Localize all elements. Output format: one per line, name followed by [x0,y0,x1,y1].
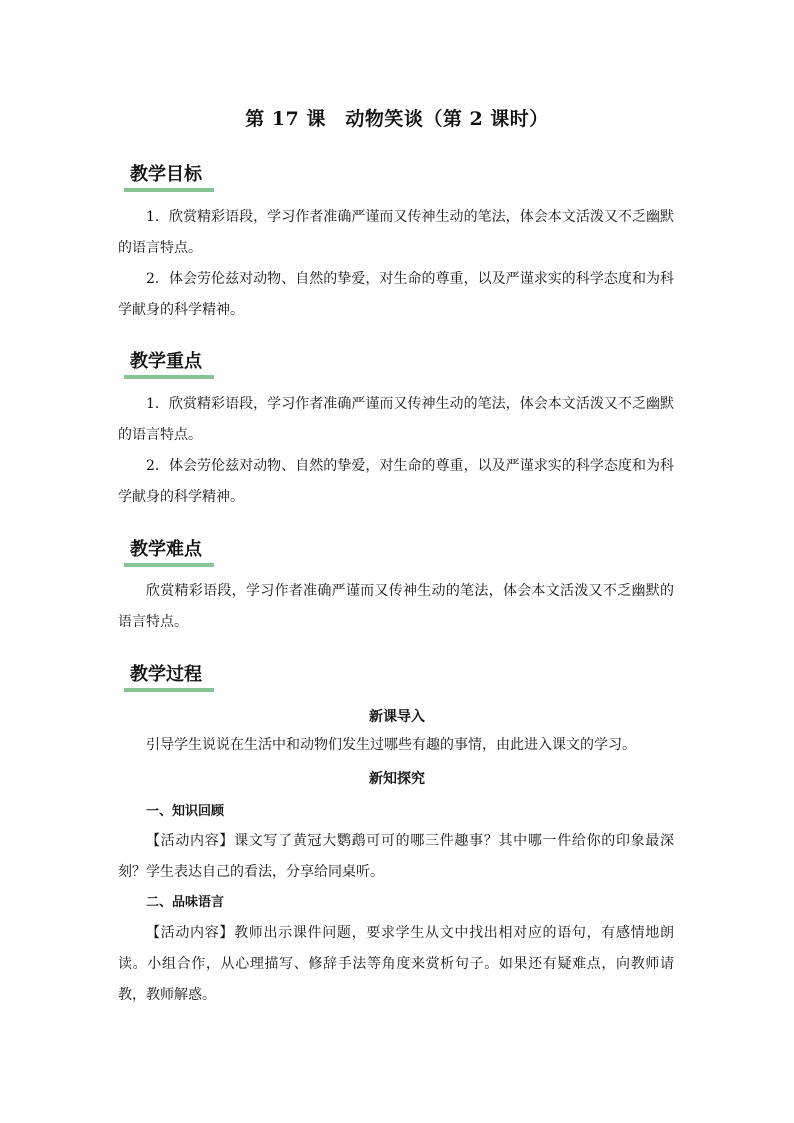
section-heading-difficulties-label: 教学难点 [130,539,202,560]
section-heading-process [118,660,214,688]
part2-title: 二、品味语言 [146,895,225,910]
section-heading-key-points [118,347,214,375]
heading-underline [124,188,214,192]
part1-text: 【活动内容】课文写了黄冠大鹦鹉可可的哪三件趣事？其中哪一件给你的印象最深刻？学生表达自己的看法，分享给同桌听。 [118,833,674,880]
intro-title: 新课导入 [369,709,425,725]
goals-item-1: 1．欣赏精彩语段，学习作者准确严谨而又传神生动的笔法，体会本文活泼又不乏幽默的语言特点。 [118,209,674,256]
key-points-item-1: 1．欣赏精彩语段，学习作者准确严谨而又传神生动的笔法，体会本文活泼又不乏幽默的语言特点。 [118,396,674,443]
heading-underline [124,563,214,567]
heading-underline [124,688,214,692]
explore-title: 新知探究 [369,771,425,787]
key-points-item-2: 2．体会劳伦兹对动物、自然的挚爱，对生命的尊重，以及严谨求实的科学态度和为科学献身的科学精神。 [118,458,674,505]
goals-item-2: 2．体会劳伦兹对动物、自然的挚爱，对生命的尊重，以及严谨求实的科学态度和为科学献身的科学精神。 [118,271,674,318]
intro-text: 引导学生说说在生活中和动物们发生过哪些有趣的事情，由此进入课文的学习。 [146,737,636,753]
lesson-title: 第 17 课 动物笑谈（第 2 课时） [245,108,549,130]
heading-underline [124,375,214,379]
difficulties-text: 欣赏精彩语段，学习作者准确严谨而又传神生动的笔法，体会本文活泼又不乏幽默的语言特点。 [118,583,674,630]
section-heading-process-label: 教学过程 [130,664,202,685]
section-heading-goals-label: 教学目标 [130,164,202,185]
part1-title: 一、知识回顾 [146,804,225,819]
section-heading-goals [118,160,214,188]
part2-text: 【活动内容】教师出示课件问题，要求学生从文中找出相对应的语句，有感情地朗读。小组合作，从心理描写、修辞手法等角度来赏析句子。如果还有疑难点，向教师请教，教师解惑。 [118,925,674,1003]
section-heading-key-points-label: 教学重点 [130,351,202,372]
section-heading-difficulties [118,535,214,563]
